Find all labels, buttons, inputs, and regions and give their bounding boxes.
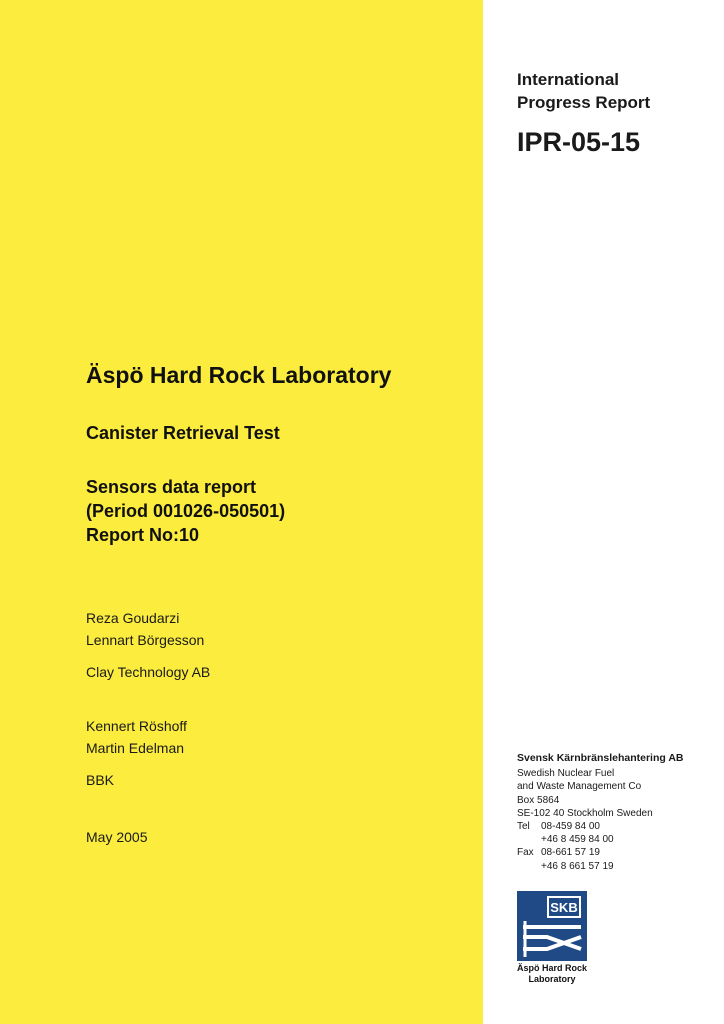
author-name: Reza Goudarzi [86,610,180,626]
publisher-line: Swedish Nuclear Fuel [517,768,615,780]
tel-number-international: +46 8 459 84 00 [541,834,614,846]
publisher-address [517,752,684,873]
tel-number-domestic: 08-459 84 00 [541,821,600,833]
publisher-fax-intl [517,860,684,873]
author-organization: Clay Technology AB [86,664,211,680]
series-title [517,68,650,114]
skb-logo-icon [517,891,587,961]
report-description-line: Report No:10 [86,525,200,545]
fax-number-domestic: 08-661 57 19 [541,847,600,859]
skb-logo-text: SKB [550,900,578,915]
publication-date: May 2005 [86,829,148,845]
publisher-tel [517,820,684,833]
author-name: Lennart Börgesson [86,632,205,648]
skb-logo [517,891,587,961]
report-number: IPR-05-15 [517,127,641,157]
publisher-name: Svensk Kärnbränslehantering AB [517,752,684,764]
publisher-tel-intl [517,833,684,846]
tel-label: Tel [517,821,530,833]
logo-caption [509,963,595,984]
series-title-line-1: International [517,70,620,89]
report-description-line: Sensors data report [86,477,257,497]
author-name: Kennert Röshoff [86,718,187,734]
publisher-line: SE-102 40 Stockholm Sweden [517,807,653,819]
logo-caption-line: Laboratory [528,973,576,984]
report-description [86,475,285,547]
publisher-line: and Waste Management Co [517,781,642,793]
fax-label: Fax [517,847,534,859]
publisher-line: Box 5864 [517,794,560,806]
report-description-line: (Period 001026-050501) [86,501,286,521]
fax-number-international: +46 8 661 57 19 [541,860,614,872]
author-organization: BBK [86,772,115,788]
main-title: Äspö Hard Rock Laboratory [86,362,392,388]
publisher-fax [517,846,684,859]
author-name: Martin Edelman [86,740,185,756]
logo-caption-line: Äspö Hard Rock [516,963,587,973]
subtitle: Canister Retrieval Test [86,423,280,443]
series-title-line-2: Progress Report [517,93,651,112]
